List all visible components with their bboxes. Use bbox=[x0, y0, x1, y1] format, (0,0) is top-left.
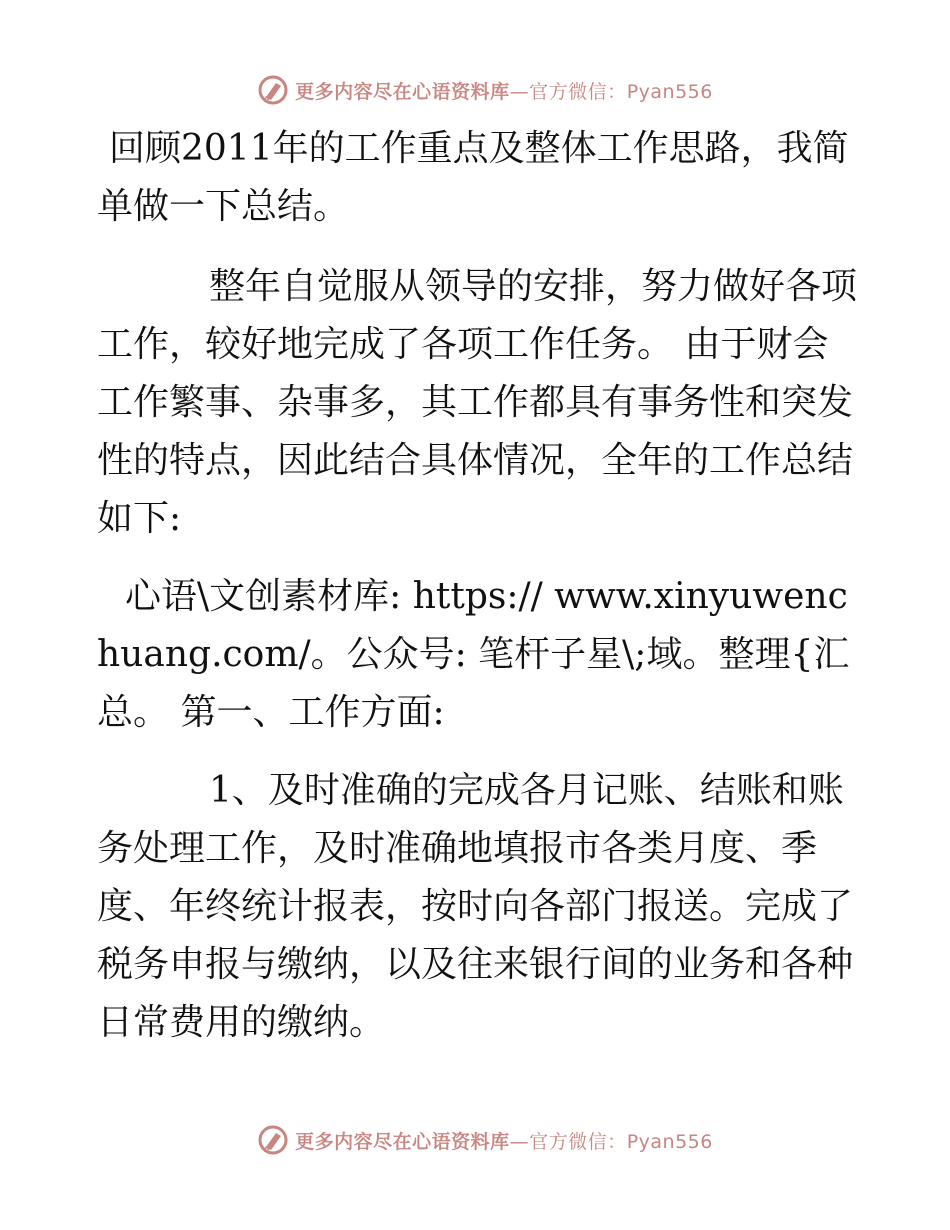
footer-watermark-dash: — bbox=[509, 1130, 530, 1153]
header-watermark-dash: — bbox=[509, 80, 530, 103]
header-watermark-contact-label: 官方微信： bbox=[529, 80, 627, 103]
footer-watermark-banner bbox=[0, 1120, 950, 1160]
header-watermark-main: 更多内容尽在心语资料库 bbox=[295, 80, 510, 103]
header-watermark-contact-id: Pyan556 bbox=[626, 80, 713, 103]
paragraph-summary: 整年自觉服从领导的安排，努力做好各项工作，较好地完成了各项工作任务。 由于财会工作繁事、杂事多，其工作都具有事务性和突发性的特点，因此结合具体情况，全年的工作总结如下: bbox=[97, 266, 858, 539]
paragraph-source-note: 心语\文创素材库: https:// www.xinyuwenchuang.com/。公众号: 笔杆子星\;域。整理{汇总。 第一、工作方面: bbox=[97, 576, 850, 733]
header-watermark-content bbox=[257, 74, 713, 106]
footer-watermark-text bbox=[295, 1127, 713, 1154]
document-body bbox=[97, 120, 857, 1052]
footer-watermark-contact-label: 官方微信： bbox=[529, 1130, 627, 1153]
footer-watermark-contact-id: Pyan556 bbox=[626, 1130, 713, 1153]
footer-watermark-main: 更多内容尽在心语资料库 bbox=[295, 1130, 510, 1153]
paragraph-item-1: 1、及时准确的完成各月记账、结账和账务处理工作，及时准确地填报市各类月度、季度、年终统计报表，按时向各部门报送。完成了税务申报与缴纳，以及往来银行间的业务和各种日常费用的缴纳。 bbox=[97, 770, 854, 1043]
paragraph-intro: 回顾2011年的工作重点及整体工作思路，我简单做一下总结。 bbox=[97, 128, 849, 227]
pen-nib-logo-icon bbox=[257, 74, 289, 106]
header-watermark-banner bbox=[0, 70, 950, 110]
header-watermark-text bbox=[295, 77, 713, 104]
footer-watermark-content bbox=[257, 1124, 713, 1156]
pen-nib-logo-icon bbox=[257, 1124, 289, 1156]
